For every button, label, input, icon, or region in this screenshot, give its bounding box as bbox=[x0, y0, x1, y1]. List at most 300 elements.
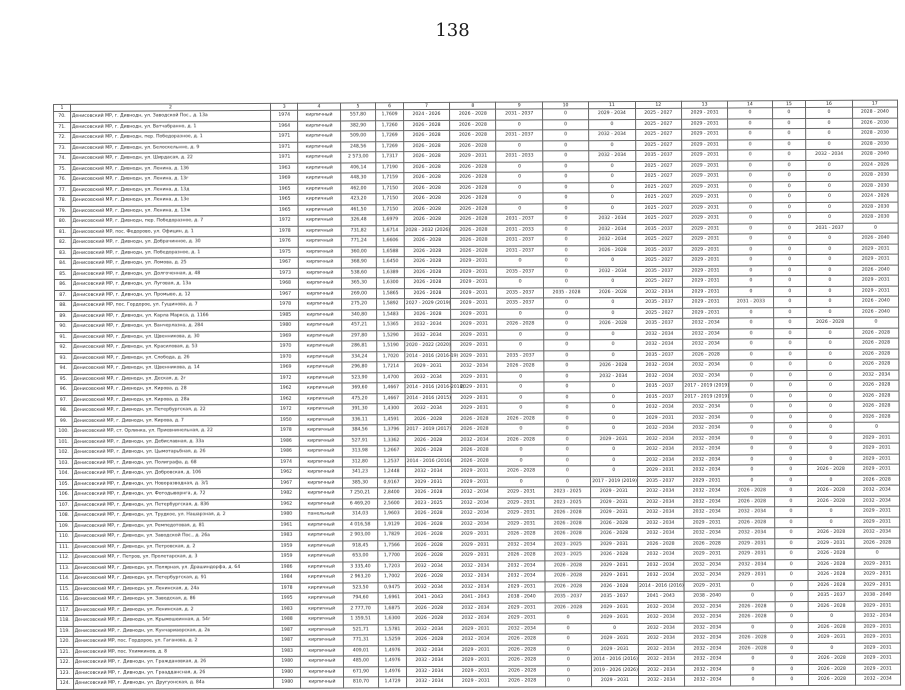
table-cell: 2029 - 2031 bbox=[855, 643, 900, 654]
address-cell: Денисовский МР, г. Дивнодн, ул. Деская, д. 2г bbox=[72, 373, 272, 385]
table-cell: 2029 - 2031 bbox=[853, 254, 898, 265]
table-cell: 0 bbox=[773, 307, 807, 318]
table-cell: кирпичный bbox=[299, 267, 341, 278]
table-cell: 326,48 bbox=[341, 215, 377, 226]
table-cell: 2032 - 2034 bbox=[452, 519, 498, 530]
table-cell: 2032 - 2034 bbox=[684, 559, 730, 570]
row-number-cell: 119. bbox=[56, 626, 73, 637]
table-cell: 2032 - 2034 bbox=[451, 361, 497, 372]
table-cell: 2026 - 2040 bbox=[853, 233, 898, 244]
table-cell: 0 bbox=[774, 559, 808, 570]
address-cell: Денисовский МР, г. Дивнодн, ул. Заводская, д. 86 bbox=[73, 593, 273, 605]
table-cell: 0 bbox=[543, 172, 589, 183]
table-cell: 2026 - 2028 bbox=[405, 529, 451, 540]
table-cell: 509,00 bbox=[340, 131, 376, 142]
table-cell: 0 bbox=[772, 181, 806, 192]
address-cell: Денисовский МР, пос. Ухимкинов, д. 8 bbox=[73, 646, 273, 658]
table-cell: 1971 bbox=[271, 142, 298, 153]
table-cell: 2029 - 2031 bbox=[682, 150, 728, 161]
table-cell: 475,20 bbox=[342, 393, 378, 404]
table-cell: 0 bbox=[730, 433, 774, 444]
row-number-cell: 123. bbox=[56, 668, 73, 679]
row-number-cell: 96. bbox=[55, 384, 72, 395]
table-cell: 1980 bbox=[272, 320, 299, 331]
table-cell: 2029 - 2031 bbox=[854, 517, 899, 528]
address-cell: Денисовский МР, г. Дивнодн, ул. Щвенникова, д. 30 bbox=[72, 331, 272, 343]
table-cell: 2020 - 2022 (2020) bbox=[405, 340, 451, 351]
table-cell: 2029 - 2031 bbox=[683, 475, 729, 486]
table-cell: 2029 - 2031 bbox=[452, 477, 498, 488]
table-cell: 0 bbox=[542, 130, 588, 141]
table-cell: 2026 - 2028 bbox=[405, 414, 451, 425]
row-number-cell: 122. bbox=[56, 657, 73, 668]
address-cell: Денисовский МР, г. Дивнодн, ул. Ленина, д. 13ж bbox=[71, 205, 271, 217]
table-cell: 2026 - 2028 bbox=[808, 569, 854, 580]
table-cell: 0 bbox=[772, 139, 806, 150]
table-cell: 0 bbox=[728, 171, 772, 182]
table-cell: 523,90 bbox=[341, 372, 377, 383]
table-cell: 2026 - 2028 bbox=[683, 349, 729, 360]
table-cell: 0 bbox=[591, 465, 637, 476]
table-cell: 2025 - 2027 bbox=[635, 119, 681, 130]
table-cell: 1968 bbox=[271, 278, 298, 289]
table-cell: 462,00 bbox=[340, 183, 376, 194]
table-cell: 2032 - 2034 bbox=[683, 433, 729, 444]
row-number-cell: 71. bbox=[54, 122, 71, 133]
table-cell: 0 bbox=[497, 203, 543, 214]
table-cell: 2023 - 2025 bbox=[544, 497, 590, 508]
table-cell: 2035 - 2037 bbox=[497, 287, 543, 298]
table-cell: 0 bbox=[728, 129, 772, 140]
table-cell: 1,7269 bbox=[376, 141, 403, 152]
table-cell: 0 bbox=[773, 213, 807, 224]
table-cell: 2032 - 2034 bbox=[683, 444, 729, 455]
table-cell: 2029 - 2031 bbox=[637, 413, 683, 424]
table-cell: 2032 - 2034 bbox=[590, 371, 636, 382]
table-cell: 286,81 bbox=[341, 341, 377, 352]
table-cell: 0 bbox=[728, 223, 772, 234]
table-cell: 2026 - 2028 bbox=[404, 193, 450, 204]
table-cell: 1969 bbox=[272, 331, 299, 342]
table-cell: 0 bbox=[543, 266, 589, 277]
table-cell: 1970 bbox=[272, 341, 299, 352]
table-cell: 2035 - 2028 bbox=[543, 287, 589, 298]
table-cell: 2026 - 2028 bbox=[497, 319, 543, 330]
table-cell: 2032 - 2034 bbox=[683, 339, 729, 350]
table-cell: 1974 bbox=[272, 457, 299, 468]
table-cell: 2032 - 2034 bbox=[452, 603, 498, 614]
table-cell: 1962 bbox=[272, 394, 299, 405]
table-cell: 1975 bbox=[271, 247, 298, 258]
table-cell: 0 bbox=[498, 424, 544, 435]
table-cell: 0 bbox=[545, 655, 591, 666]
column-header-17: 17 bbox=[852, 100, 897, 107]
table-cell: 0 bbox=[589, 192, 635, 203]
table-cell: 2026 - 2028 bbox=[808, 527, 854, 538]
table-cell: кирпичный bbox=[298, 120, 340, 131]
table-cell: 0 bbox=[806, 128, 852, 139]
table-cell: 1,5259 bbox=[379, 635, 406, 646]
table-cell: 2026 - 2028 bbox=[808, 601, 854, 612]
table-cell: кирпичный bbox=[300, 467, 342, 478]
table-cell: 2032 - 2034 bbox=[684, 622, 730, 633]
table-cell: 2026 - 2028 bbox=[497, 361, 543, 372]
table-cell: кирпичный bbox=[300, 530, 342, 541]
table-cell: 2032 - 2034 bbox=[406, 676, 452, 687]
table-cell: кирпичный bbox=[299, 225, 341, 236]
table-cell: 2026 - 2028 bbox=[854, 391, 899, 402]
table-cell: 2032 - 2034 bbox=[683, 496, 729, 507]
table-cell: 0 bbox=[590, 392, 636, 403]
table-cell: 2029 - 2031 bbox=[452, 550, 498, 561]
address-cell: Денисовский МР, г. Дивнодн, пер. Победоразное, д. 1 bbox=[70, 131, 270, 143]
table-cell: 0 bbox=[590, 297, 636, 308]
table-cell: 1978 bbox=[272, 425, 299, 436]
table-cell: 2032 - 2034 bbox=[684, 570, 730, 581]
table-cell: 2029 - 2031 bbox=[450, 267, 496, 278]
table-cell: 0 bbox=[773, 328, 807, 339]
table-cell: 2026 - 2028 bbox=[406, 603, 452, 614]
table-cell: 2023 - 2025 bbox=[545, 550, 591, 561]
table-cell: 2026 - 2028 bbox=[450, 193, 496, 204]
table-cell: 2014 - 2016 (2016) bbox=[638, 581, 684, 592]
table-cell: 2025 - 2027 bbox=[636, 308, 682, 319]
table-cell: 1,6300 bbox=[377, 278, 404, 289]
table-cell: 0 bbox=[774, 423, 808, 434]
table-cell: 2028 - 2040 bbox=[852, 107, 897, 118]
table-cell: 2032 - 2034 bbox=[806, 149, 852, 160]
row-number-cell: 103. bbox=[55, 458, 72, 469]
table-cell: 0 bbox=[545, 623, 591, 634]
table-cell: 1,7159 bbox=[376, 173, 403, 184]
table-cell: 0 bbox=[545, 613, 591, 624]
table-cell: 461,50 bbox=[341, 204, 377, 215]
table-cell: 297,80 bbox=[341, 330, 377, 341]
table-cell: 0 bbox=[808, 517, 854, 528]
table-cell: 2026 - 2028 bbox=[808, 485, 854, 496]
table-cell: 2029 - 2031 bbox=[682, 265, 728, 276]
table-cell: кирпичный bbox=[300, 414, 342, 425]
table-cell: 2029 - 2031 bbox=[855, 580, 900, 591]
table-cell: 2029 - 2031 bbox=[591, 602, 637, 613]
table-cell: 2028 - 2030 bbox=[852, 139, 897, 150]
table-cell: 2041 - 2043 bbox=[638, 591, 684, 602]
table-cell: 0 bbox=[774, 412, 808, 423]
table-cell: 1,6389 bbox=[377, 267, 404, 278]
table-cell: 1962 bbox=[272, 467, 299, 478]
table-cell: 0 bbox=[806, 244, 852, 255]
table-cell: 1980 bbox=[273, 509, 300, 520]
table-cell: 0 bbox=[773, 318, 807, 329]
table-cell: 0 bbox=[729, 244, 773, 255]
table-cell: кирпичный bbox=[299, 351, 341, 362]
table-cell: 1982 bbox=[273, 488, 300, 499]
table-cell: 2032 - 2034 bbox=[589, 234, 635, 245]
table-cell: 0 bbox=[774, 549, 808, 560]
table-cell: 2026 - 2028 bbox=[405, 519, 451, 530]
table-cell: 2032 - 2034 bbox=[854, 527, 899, 538]
table-cell: 2026 - 2028 bbox=[404, 256, 450, 267]
table-cell: 1978 bbox=[273, 583, 300, 594]
table-cell: 0 bbox=[731, 675, 775, 686]
table-cell: 0 bbox=[728, 108, 772, 119]
table-cell: 269,00 bbox=[341, 288, 377, 299]
table-cell: 2026 - 2028 bbox=[498, 550, 544, 561]
address-cell: Денисовский МР, г. Дивнодн, ул. Слобода, д. 26 bbox=[72, 352, 272, 364]
table-cell: 771,31 bbox=[343, 635, 379, 646]
table-cell: 1988 bbox=[273, 614, 300, 625]
table-cell: 6 469,20 bbox=[342, 498, 378, 509]
table-cell: 0 bbox=[807, 422, 853, 433]
table-cell: 2026 - 2028 bbox=[404, 162, 450, 173]
table-cell: 1976 bbox=[271, 236, 298, 247]
table-cell: 1,6875 bbox=[378, 603, 405, 614]
table-cell: 0 bbox=[808, 454, 854, 465]
table-cell: 0 bbox=[730, 580, 774, 591]
table-cell: 2032 - 2034 bbox=[638, 675, 684, 686]
table-cell: 2026 - 2028 bbox=[684, 538, 730, 549]
table-cell: 2,8400 bbox=[378, 488, 405, 499]
table-cell: 2026 - 2028 bbox=[450, 109, 496, 120]
table-cell: 0 bbox=[772, 108, 806, 119]
table-cell: 0 bbox=[730, 591, 774, 602]
table-cell: 2029 - 2031 bbox=[451, 403, 497, 414]
table-cell: 0 bbox=[772, 118, 806, 129]
table-cell: 0 bbox=[808, 611, 854, 622]
table-cell: 0 bbox=[773, 244, 807, 255]
table-cell: 2032 - 2034 bbox=[636, 371, 682, 382]
table-cell: 2026 - 2028 bbox=[405, 435, 451, 446]
table-cell: 2026 - 2028 bbox=[450, 141, 496, 152]
table-cell: 1986 bbox=[273, 562, 300, 573]
table-cell: 2025 - 2027 bbox=[635, 161, 681, 172]
table-cell: 2026 - 2028 bbox=[591, 549, 637, 560]
table-cell: 1971 bbox=[271, 131, 298, 142]
table-cell: кирпичный bbox=[299, 278, 341, 289]
row-number-cell: 78. bbox=[54, 195, 71, 206]
table-cell: 2032 - 2034 bbox=[637, 497, 683, 508]
column-header-4: 4 bbox=[298, 103, 340, 110]
table-cell: 2026 - 2028 bbox=[403, 130, 449, 141]
table-cell: 2029 - 2031 bbox=[591, 507, 637, 518]
table-cell: 0 bbox=[774, 570, 808, 581]
table-cell: 2026 - 2028 bbox=[404, 267, 450, 278]
table-cell: 2028 - 2030 bbox=[852, 170, 897, 181]
table-cell: 0 bbox=[807, 370, 853, 381]
table-cell: 2026 - 2028 bbox=[498, 466, 544, 477]
table-cell: 2032 - 2034 bbox=[684, 664, 730, 675]
table-cell: 2032 - 2034 bbox=[637, 423, 683, 434]
table-cell: 0 bbox=[807, 359, 853, 370]
table-cell: 1,7566 bbox=[378, 540, 405, 551]
table-cell: 2032 - 2034 bbox=[637, 486, 683, 497]
table-cell: 1,7260 bbox=[376, 120, 403, 131]
table-cell: 2031 - 2037 bbox=[496, 109, 542, 120]
table-cell: кирпичный bbox=[299, 246, 341, 257]
table-cell: 0 bbox=[544, 392, 590, 403]
table-cell: 1972 bbox=[272, 404, 299, 415]
table-cell: 2029 - 2031 bbox=[854, 433, 899, 444]
table-cell: 2029 - 2031 bbox=[730, 570, 774, 581]
address-cell: Денисовский МР, г. Дивнодн, ул. Петровская, д. 2 bbox=[73, 541, 273, 553]
table-cell: 2029 - 2031 bbox=[684, 580, 730, 591]
table-cell: 0 bbox=[497, 308, 543, 319]
row-number-cell: 89. bbox=[55, 311, 72, 322]
table-cell: 0 bbox=[806, 181, 852, 192]
table-cell: 2029 - 2031 bbox=[452, 645, 498, 656]
table-cell: 0 bbox=[729, 286, 773, 297]
table-cell: 2026 - 2028 bbox=[545, 602, 591, 613]
table-cell: кирпичный bbox=[301, 603, 343, 614]
table-cell: 2032 - 2034 bbox=[638, 633, 684, 644]
table-cell: 0 bbox=[590, 329, 636, 340]
table-cell: 385,30 bbox=[342, 477, 378, 488]
table-cell: 0 bbox=[544, 329, 590, 340]
table-cell: 1959 bbox=[273, 541, 300, 552]
table-cell: 2026 - 2028 bbox=[406, 571, 452, 582]
table-cell: 2032 - 2034 bbox=[637, 402, 683, 413]
table-cell: 2032 - 2034 bbox=[637, 518, 683, 529]
table-cell: 2032 - 2034 bbox=[589, 213, 635, 224]
table-cell: 2035 - 2037 bbox=[637, 392, 683, 403]
table-cell: кирпичный bbox=[299, 257, 341, 268]
row-number-cell: 83. bbox=[54, 248, 71, 259]
table-cell: 2032 - 2034 bbox=[638, 644, 684, 655]
table-cell: 0 bbox=[806, 170, 852, 181]
address-cell: Денисовский МР, г. Дивнодн, ул. Заводской Пос., д. 13а bbox=[70, 110, 270, 122]
table-cell: 0 bbox=[775, 675, 809, 686]
address-cell: Денисовский МР, пос. Гордорое, ул. Гаганова, д. 2 bbox=[73, 635, 273, 647]
table-cell: 2026 - 2028 bbox=[731, 633, 775, 644]
table-cell: 0 bbox=[807, 275, 853, 286]
table-cell: 406,14 bbox=[340, 162, 376, 173]
row-number-cell: 87. bbox=[54, 290, 71, 301]
address-cell: Денисовский МР, ст. Орлинка, ул. Приевнинельная, д. 22 bbox=[72, 425, 272, 437]
table-cell: 2029 - 2031 bbox=[853, 275, 898, 286]
column-header-7: 7 bbox=[403, 102, 449, 109]
table-cell: кирпичный bbox=[298, 173, 340, 184]
table-cell: кирпичный bbox=[300, 435, 342, 446]
table-cell: 1,7150 bbox=[376, 183, 403, 194]
table-cell: 1,4976 bbox=[379, 645, 406, 656]
table-cell: 2032 - 2034 bbox=[452, 561, 498, 572]
table-cell: 1,3796 bbox=[378, 425, 405, 436]
address-cell: Денисовский МР, г. Дивнодн, ул. Кунчариаорская, д. 2в bbox=[73, 625, 273, 637]
table-cell: 2032 - 2034 bbox=[406, 561, 452, 572]
table-cell: 2026 - 2028 bbox=[808, 496, 854, 507]
row-number-cell: 92. bbox=[55, 342, 72, 353]
table-cell: 1986 bbox=[272, 436, 299, 447]
column-header-15: 15 bbox=[772, 101, 806, 108]
table-cell: 341,23 bbox=[342, 467, 378, 478]
table-cell: 2029 - 2031 bbox=[854, 506, 899, 517]
table-cell: 1964 bbox=[271, 121, 298, 132]
table-cell: 2029 - 2031 bbox=[853, 244, 898, 255]
table-cell: 2026 - 2028 bbox=[545, 529, 591, 540]
table-cell: 2026 - 2028 bbox=[450, 204, 496, 215]
table-cell: 2031 - 2037 bbox=[497, 245, 543, 256]
table-cell: 0 bbox=[728, 213, 772, 224]
table-cell: 2029 - 2031 bbox=[453, 676, 499, 687]
address-cell: Денисовский МР, г. Дивнодн, пер. Победоразное, д. 7 bbox=[71, 215, 271, 227]
table-cell: 2026 - 2028 bbox=[499, 634, 545, 645]
table-cell: 2029 - 2031 bbox=[452, 466, 498, 477]
table-cell: 0 bbox=[807, 380, 853, 391]
table-cell: 1,5290 bbox=[377, 330, 404, 341]
address-cell: Денисовский МР, г. Дивнодн, ул. Победоразное, д. 1 bbox=[71, 247, 271, 259]
table-cell: 2026 - 2030 bbox=[852, 118, 897, 129]
table-cell: 2032 - 2034 bbox=[404, 319, 450, 330]
table-cell: 2029 - 2031 bbox=[682, 181, 728, 192]
table-cell: кирпичный bbox=[300, 582, 342, 593]
row-number-cell: 97. bbox=[55, 395, 72, 406]
table-cell: 313,98 bbox=[342, 446, 378, 457]
table-cell: 1,7002 bbox=[378, 572, 405, 583]
table-cell: 2032 - 2034 bbox=[405, 466, 451, 477]
table-cell: 2032 - 2034 bbox=[452, 582, 498, 593]
table-cell: 0 bbox=[807, 296, 853, 307]
table-cell: 2026 - 2028 bbox=[451, 424, 497, 435]
table-cell: 2029 - 2031 bbox=[682, 213, 728, 224]
table-cell: 0 bbox=[809, 643, 855, 654]
table-cell: 334,24 bbox=[341, 351, 377, 362]
table-cell: 0 bbox=[773, 265, 807, 276]
table-cell: кирпичный bbox=[301, 666, 343, 677]
table-cell: 2029 - 2034 bbox=[589, 108, 635, 119]
table-cell: кирпичный bbox=[299, 330, 341, 341]
table-cell: 527,91 bbox=[342, 435, 378, 446]
table-cell: 0 bbox=[729, 307, 773, 318]
address-cell: Денисовский МР, г. Дивнодн, ул. Фотодыворнга, д. 72 bbox=[72, 488, 272, 500]
table-cell: 0 bbox=[591, 623, 637, 634]
table-cell: 0 bbox=[543, 161, 589, 172]
table-cell: кирпичный bbox=[299, 362, 341, 373]
address-cell: Денисовский МР, г. Дивнодн, ул. Ленина, д. 13е bbox=[71, 194, 271, 206]
table-cell: 2029 - 2031 bbox=[854, 464, 899, 475]
table-cell: 0 bbox=[854, 548, 899, 559]
table-cell: 360,00 bbox=[341, 246, 377, 257]
table-cell: 2035 - 2037 bbox=[636, 266, 682, 277]
address-cell: Денисовский МР, г. Дивнодн, ул. Ленина, д. 13б bbox=[71, 163, 271, 175]
table-cell: 0 bbox=[590, 255, 636, 266]
table-cell: 2 903,00 bbox=[342, 530, 378, 541]
table-cell: 2028 - 2030 bbox=[853, 181, 898, 192]
table-cell: 0 bbox=[496, 193, 542, 204]
table-cell: 0 bbox=[496, 182, 542, 193]
table-cell: 2029 - 2031 bbox=[855, 632, 900, 643]
table-cell: 2031 - 2033 bbox=[729, 297, 773, 308]
table-cell: 340,80 bbox=[341, 309, 377, 320]
table-cell: 2026 - 2028 bbox=[450, 120, 496, 131]
row-number-cell: 114. bbox=[56, 573, 73, 584]
table-cell: 1,4300 bbox=[377, 404, 404, 415]
table-cell: 2029 - 2031 bbox=[682, 129, 728, 140]
table-cell: 523,50 bbox=[343, 582, 379, 593]
table-cell: 2035 - 2037 bbox=[637, 381, 683, 392]
table-cell: 0 bbox=[496, 161, 542, 172]
table-cell: 0 bbox=[774, 465, 808, 476]
table-cell: 409,01 bbox=[343, 645, 379, 656]
column-header-11: 11 bbox=[589, 101, 635, 108]
table-cell: 2027 - 2029 (2019) bbox=[404, 298, 450, 309]
table-cell: 0 bbox=[806, 191, 852, 202]
table-cell: кирпичный bbox=[301, 677, 343, 688]
table-cell: 0 bbox=[543, 245, 589, 256]
table-cell: 0 bbox=[589, 182, 635, 193]
table-cell: 2029 - 2031 bbox=[452, 624, 498, 635]
address-cell: Денисовский МР, г. Дивнодн, ул. Петербургская, д. 83б bbox=[72, 499, 272, 511]
table-cell: 0 bbox=[774, 517, 808, 528]
